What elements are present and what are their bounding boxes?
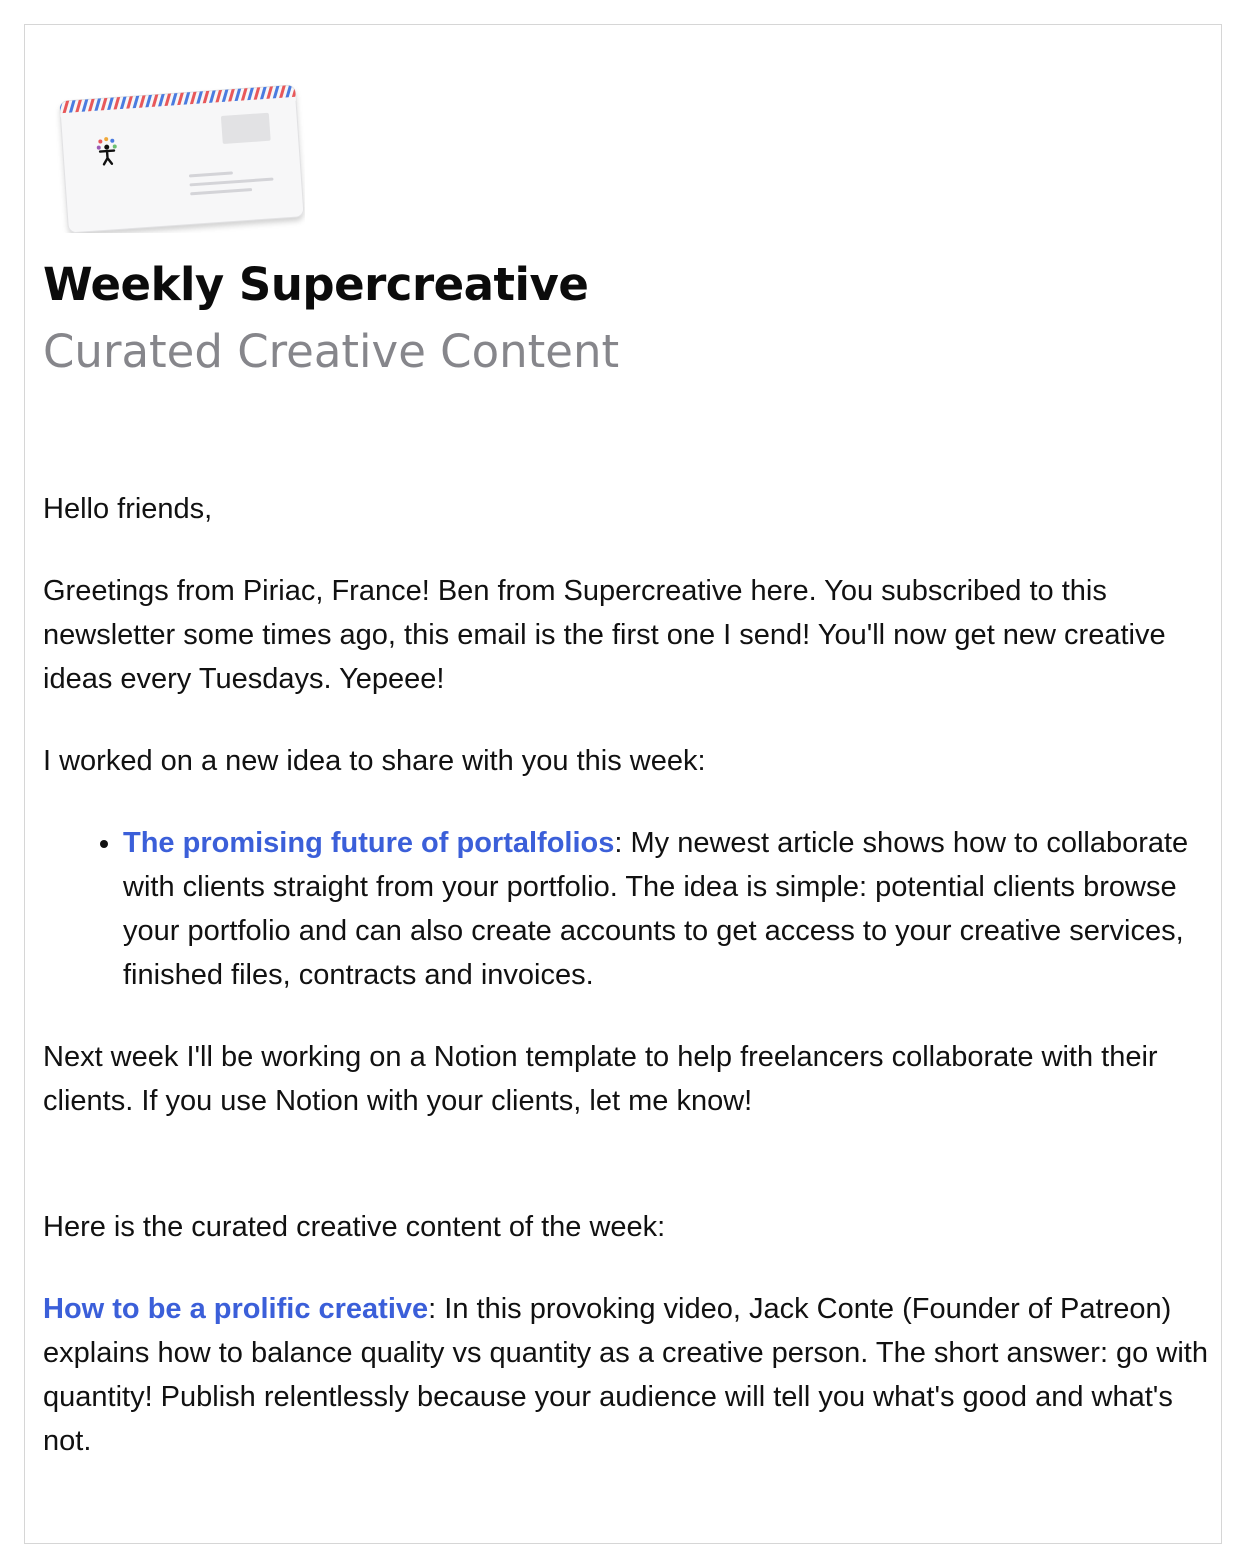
article-description: : My newest article shows how to collaborate with clients straight from your portfolio. The idea is simple: potential clients browse your portfolio and can also create accounts to get access to your creative services, finished files, contracts and invoices. xyxy=(123,827,1189,991)
curated-intro-paragraph: Here is the curated creative content of the week: xyxy=(43,1211,666,1243)
next-week-paragraph: Next week I'll be working on a Notion template to help freelancers collaborate with their clients. If you use Notion with your clients, let me know! xyxy=(43,1041,1158,1117)
airmail-envelope-icon xyxy=(55,63,305,233)
list-item xyxy=(123,821,1208,997)
curated-description: : In this provoking video, Jack Conte (Founder of Patreon) explains how to balance quality vs quantity as a creative person. The short answer: go with quantity! Publish relentlessly because your audience will tell you what's good and what's not. xyxy=(43,1293,1208,1457)
curated-link-prolific-creative[interactable]: How to be a prolific creative xyxy=(43,1293,429,1325)
newsletter-subtitle: Curated Creative Content xyxy=(43,325,620,378)
email-container xyxy=(24,24,1222,1544)
newsletter-title: Weekly Supercreative xyxy=(43,258,589,311)
email-body xyxy=(43,487,1208,1463)
greeting: Hello friends, xyxy=(43,493,213,525)
ideas-list xyxy=(43,821,1208,997)
article-link-portalfolios[interactable]: The promising future of portalfolios xyxy=(123,827,615,859)
curated-item xyxy=(43,1287,1208,1463)
worked-on-paragraph: I worked on a new idea to share with you this week: xyxy=(43,745,706,777)
intro-paragraph: Greetings from Piriac, France! Ben from Supercreative here. You subscribed to this newsletter some times ago, this email is the first one I send! You'll now get new creative ideas every Tuesdays. Yepeee! xyxy=(43,575,1166,695)
